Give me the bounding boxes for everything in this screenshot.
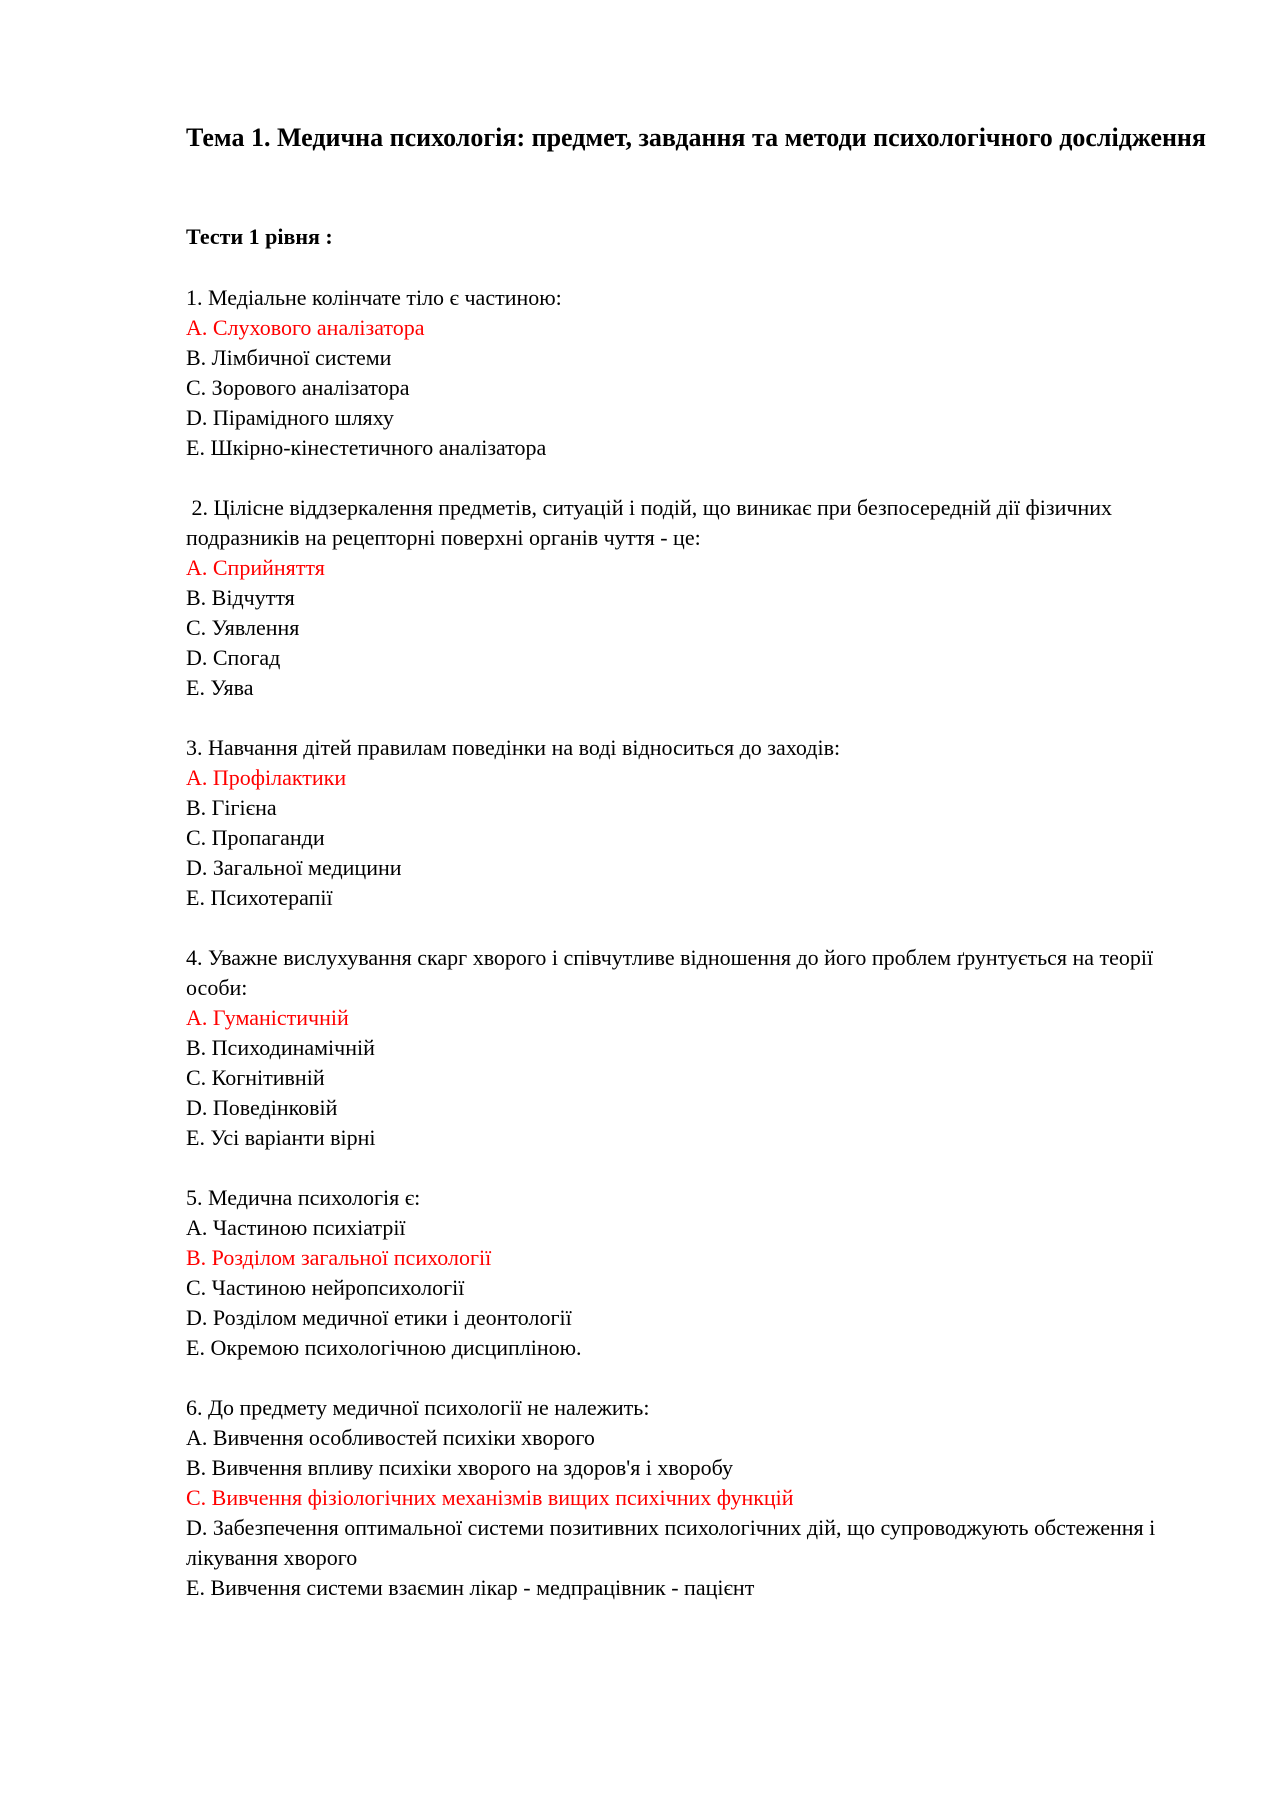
question-text: 3. Навчання дітей правилам поведінки на воді відноситься до заходів: — [186, 735, 841, 760]
answer-option-b: B. Розділом загальної психології — [186, 1245, 492, 1270]
answer-option-c: C. Уявлення — [186, 615, 300, 640]
page-title: Тема 1. Медична психологія: предмет, завдання та методи психологічного дослідження — [186, 123, 1206, 152]
question-3 — [186, 733, 1196, 913]
answer-option-a: A. Профілактики — [186, 765, 347, 790]
question-2 — [186, 493, 1196, 703]
answer-option-a: A. Гуманістичній — [186, 1005, 349, 1030]
question-text: 4. Уважне вислухування скарг хворого і співчутливе відношення до його проблем ґрунтується на теорії особи: — [186, 945, 1159, 1000]
question-text: 6. До предмету медичної психології не належить: — [186, 1395, 650, 1420]
answer-option-e: E. Шкірно-кінестетичного аналізатора — [186, 435, 547, 460]
answer-option-e: E. Психотерапії — [186, 885, 333, 910]
answer-option-c: C. Зорового аналізатора — [186, 375, 410, 400]
answer-option-d: D. Поведінковій — [186, 1095, 338, 1120]
question-6 — [186, 1393, 1196, 1603]
answer-option-c: C. Частиною нейропсихології — [186, 1275, 465, 1300]
answer-option-d: D. Пірамідного шляху — [186, 405, 394, 430]
question-text: 1. Медіальне колінчате тіло є частиною: — [186, 285, 562, 310]
section-subtitle: Тести 1 рівня : — [186, 224, 333, 249]
answer-option-e: E. Окремою психологічною дисципліною. — [186, 1335, 582, 1360]
answer-option-b: B. Лімбичної системи — [186, 345, 392, 370]
answer-option-a: A. Вивчення особливостей психіки хворого — [186, 1425, 595, 1450]
answer-option-b: B. Психодинамічній — [186, 1035, 375, 1060]
question-4 — [186, 943, 1196, 1153]
question-text: 5. Медична психологія є: — [186, 1185, 421, 1210]
answer-option-c: C. Пропаганди — [186, 825, 325, 850]
answer-option-d: D. Забезпечення оптимальної системи позитивних психологічних дій, що супроводжують обстеження і лікування хворого — [186, 1515, 1161, 1570]
answer-option-a: A. Слухового аналізатора — [186, 315, 425, 340]
answer-option-b: B. Відчуття — [186, 585, 295, 610]
question-text: 2. Цілісне віддзеркалення предметів, ситуацій і подій, що виникає при безпосередній дії фізичних подразників на рецепторні поверхні органів чуття - це: — [186, 495, 1118, 550]
answer-option-d: D. Загальної медицини — [186, 855, 402, 880]
answer-option-d: D. Розділом медичної етики і деонтології — [186, 1305, 572, 1330]
answer-option-b: B. Гігієна — [186, 795, 277, 820]
answer-option-a: A. Сприйняття — [186, 555, 325, 580]
answer-option-c: C. Вивчення фізіологічних механізмів вищих психічних функцій — [186, 1485, 794, 1510]
answer-option-e: E. Уява — [186, 675, 254, 700]
questions-list — [186, 283, 1196, 1633]
question-1 — [186, 283, 1196, 463]
question-5 — [186, 1183, 1196, 1363]
answer-option-d: D. Спогад — [186, 645, 281, 670]
answer-option-e: E. Вивчення системи взаємин лікар - медпрацівник - пацієнт — [186, 1575, 755, 1600]
answer-option-e: E. Усі варіанти вірні — [186, 1125, 376, 1150]
answer-option-b: B. Вивчення впливу психіки хворого на здоров'я і хворобу — [186, 1455, 734, 1480]
answer-option-c: C. Когнітивній — [186, 1065, 325, 1090]
answer-option-a: A. Частиною психіатрії — [186, 1215, 406, 1240]
